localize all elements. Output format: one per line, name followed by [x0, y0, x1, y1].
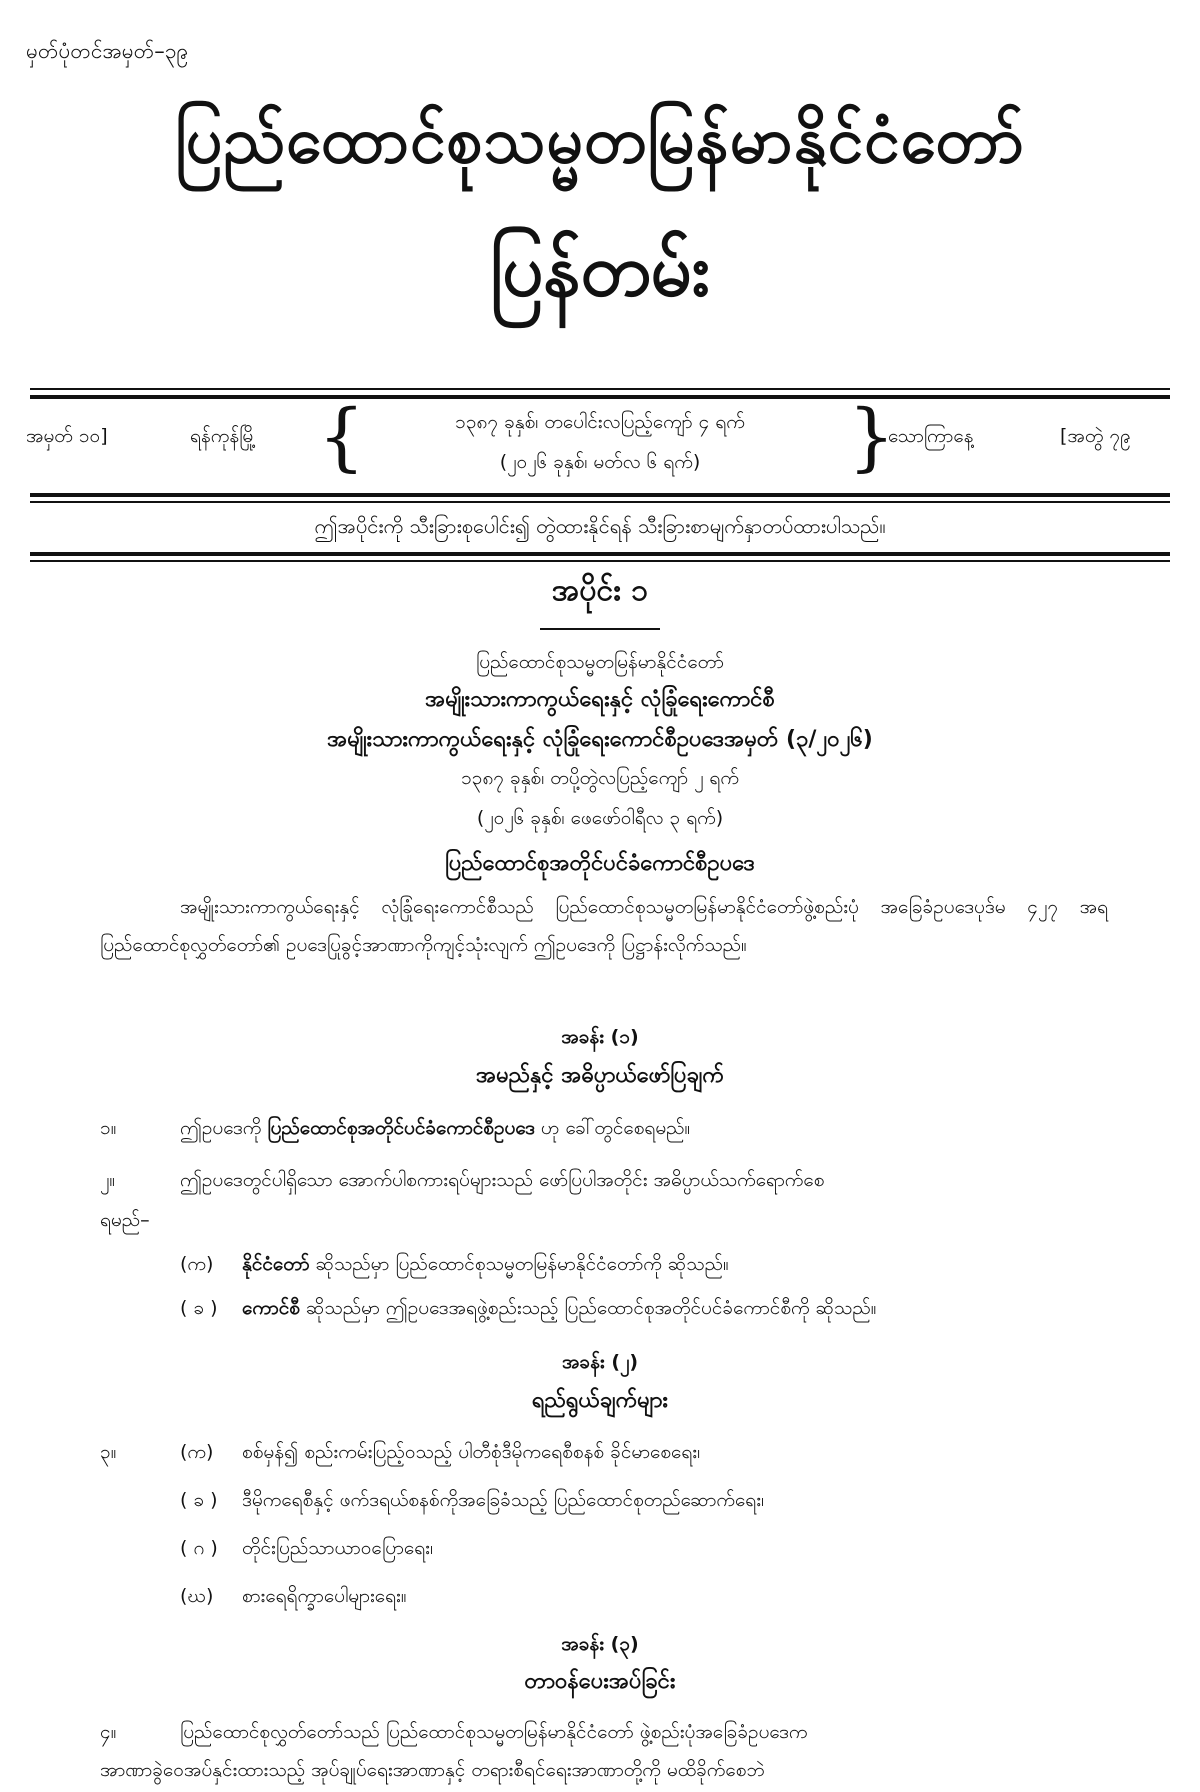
chapter-1-number: အခန်း (၁)	[561, 1026, 639, 1048]
section-2-text-line2: ရမည်–	[100, 1209, 150, 1231]
chapter-1-title: အမည်နှင့် အဓိပ္ပာယ်ဖော်ပြချက်	[476, 1063, 724, 1088]
issue-date-myanmar: ၁၃၈၇ ခုနှစ်၊ တပေါင်းလပြည့်ကျော် ၄ ရက်	[455, 411, 745, 433]
part-underline	[540, 628, 660, 630]
council-name: အမျိုးသားကာကွယ်ရေးနှင့် လုံခြုံရေးကောင်စီ	[425, 687, 775, 712]
law-number: အမျိုးသားကာကွယ်ရေးနှင့် လုံခြုံရေးကောင်စီဥပဒေအမှတ် (၃/၂၀၂၆)	[327, 727, 873, 752]
preamble: အမျိုးသားကာကွယ်ရေးနှင့် လုံခြုံရေးကောင်စီသည် ပြည်ထောင်စုသမ္မတမြန်မာနိုင်ငံတော်ဖွဲ့စည်းပုံ အခြေခံဥပဒေပုဒ်မ ၄၂၇ အရ ပြည်ထောင်စုလွှတ်တော်၏ ဥပဒေပြုခွင့်အာဏာကိုကျင့်သုံးလျက် ဤဥပဒေကို ပြဋ္ဌာန်းလိုက်သည်။	[100, 896, 1108, 956]
section-4-text-line1: ပြည်ထောင်စုလွှတ်တော်သည် ပြည်ထောင်စုသမ္မတမြန်မာနိုင်ငံတော် ဖွဲ့စည်းပုံအခြေခံဥပဒေက	[180, 1721, 808, 1743]
chapter-2-number: အခန်း (၂)	[561, 1351, 639, 1373]
section-3-item-text: တိုင်းပြည်သာယာဝပြောရေး၊	[242, 1537, 433, 1559]
brace-open: {	[318, 394, 366, 480]
law-date-gregorian: (၂၀၂၆ ခုနှစ်၊ ဖေဖော်ဝါရီလ ၃ ရက်)	[476, 807, 724, 829]
issue-number: အမှတ် ၁၀]	[26, 425, 108, 447]
section-3-item-label: ( ခ )	[180, 1489, 218, 1511]
section-3-item-label: ( ဂ )	[180, 1537, 218, 1559]
law-date-myanmar: ၁၃၈၇ ခုနှစ်၊ တပို့တွဲလပြည့်ကျော် ၂ ရက်	[461, 767, 739, 789]
section-3-number: ၃။	[100, 1441, 117, 1463]
header-rule-top-thick	[30, 395, 1170, 399]
volume-number: [အတွဲ ၇၉	[1060, 425, 1131, 447]
registration-number: မှတ်ပုံတင်အမှတ်–၃၉	[26, 39, 189, 63]
section-3-item-label: (က)	[180, 1441, 214, 1463]
chapter-3-title: တာဝန်ပေးအပ်ခြင်း	[524, 1669, 676, 1694]
law-title: ပြည်ထောင်စုအတိုင်ပင်ခံကောင်စီဥပဒေ	[445, 851, 755, 876]
section-4-text-line2: အာဏာခွဲဝေအပ်နှင်းထားသည့် အုပ်ချုပ်ရေးအာဏာနှင့် တရားစီရင်ရေးအာဏာတို့ကို မထိခိုက်စေဘဲ	[100, 1759, 765, 1781]
section-3-item-label: (ဃ)	[180, 1585, 214, 1607]
section-2-item-text: ကောင်စီ ဆိုသည်မှာ ဤဥပဒေအရဖွဲ့စည်းသည့် ပြည်ထောင်စုအတိုင်ပင်ခံကောင်စီကို ဆိုသည်။	[242, 1297, 877, 1319]
note-rule-thick	[30, 552, 1170, 556]
chapter-3-number: အခန်း (၃)	[561, 1633, 639, 1655]
section-1-text: ဤဥပဒေကို ပြည်ထောင်စုအတိုင်ပင်ခံကောင်စီဥပဒေ ဟု ခေါ်တွင်စေရမည်။	[180, 1117, 691, 1139]
header-rule-bottom	[30, 501, 1170, 503]
government-name: ပြည်ထောင်စုသမ္မတမြန်မာနိုင်ငံတော်	[476, 651, 724, 673]
city: ရန်ကုန်မြို့	[190, 425, 257, 447]
section-2-number: ၂။	[100, 1169, 116, 1191]
separate-note: ဤအပိုင်းကို သီးခြားစုပေါင်း၍ တွဲထားနိုင်ရန် သီးခြားစာမျက်နှာတပ်ထားပါသည်။	[314, 514, 886, 538]
masthead-title: ပြည်ထောင်စုသမ္မတမြန်မာနိုင်ငံတော်	[174, 104, 1026, 178]
section-3-item-text: စစ်မှန်၍ စည်းကမ်းပြည့်ဝသည့် ပါတီစုံဒီမိုကရေစီစနစ် ခိုင်မာစေရေး၊	[242, 1441, 701, 1463]
masthead-gazette: ပြန်တမ်း	[490, 228, 710, 312]
section-4-number: ၄။	[100, 1721, 117, 1743]
header-rule-bottom-thick	[30, 493, 1170, 497]
chapter-2-title: ရည်ရွယ်ချက်များ	[532, 1388, 668, 1413]
section-2-text-line1: ဤဥပဒေတွင်ပါရှိသော အောက်ပါစကားရပ်များသည် ဖော်ပြပါအတိုင်း အဓိပ္ပာယ်သက်ရောက်စေ	[180, 1169, 825, 1191]
section-3-item-text: စားရေရိက္ခာပေါများရေး။	[242, 1585, 407, 1607]
brace-close: }	[848, 394, 896, 480]
note-rule	[30, 560, 1170, 562]
issue-date-gregorian: (၂၀၂၆ ခုနှစ်၊ မတ်လ ၆ ရက်)	[499, 451, 701, 473]
section-2-item-label: ( ခ )	[180, 1297, 218, 1319]
short-title: ပြည်ထောင်စုအတိုင်ပင်ခံကောင်စီဥပဒေ	[267, 1117, 535, 1139]
header-rule-top	[30, 388, 1170, 390]
weekday: သောကြာနေ့	[888, 425, 974, 447]
section-2-item-text: နိုင်ငံတော် ဆိုသည်မှာ ပြည်ထောင်စုသမ္မတမြန်မာနိုင်ငံတော်ကို ဆိုသည်။	[242, 1253, 729, 1275]
part-heading: အပိုင်း ၁	[551, 573, 649, 608]
section-2-item-label: (က)	[180, 1253, 214, 1275]
section-1-number: ၁။	[100, 1117, 117, 1139]
section-3-item-text: ဒီမိုကရေစီနှင့် ဖက်ဒရယ်စနစ်ကိုအခြေခံသည့် ပြည်ထောင်စုတည်ဆောက်ရေး၊	[242, 1489, 765, 1511]
